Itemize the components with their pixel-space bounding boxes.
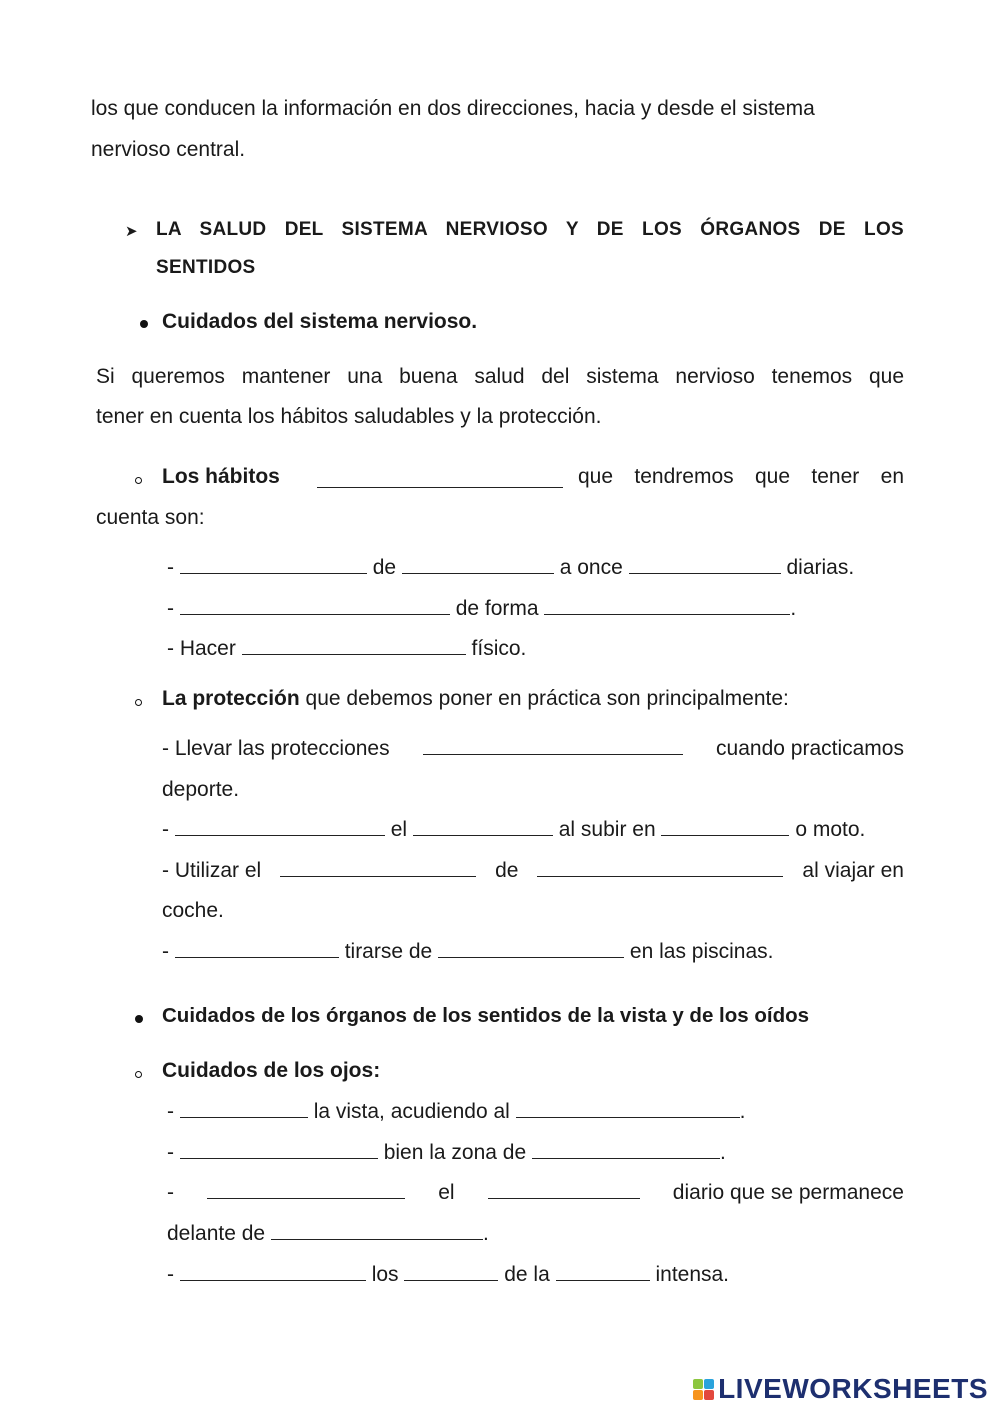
logo-square-v [693, 1390, 703, 1400]
eyes-item-3-cont [167, 1220, 489, 1248]
text: bien la zona de [383, 1141, 527, 1164]
text: el [438, 1181, 455, 1204]
text: al subir en [558, 818, 656, 841]
eyes-item-1 [167, 1098, 746, 1126]
text: la vista, acudiendo al [313, 1100, 510, 1123]
blank-field[interactable] [242, 636, 466, 655]
blank-field[interactable] [532, 1140, 720, 1159]
blank-field[interactable] [175, 817, 385, 836]
blank-field[interactable] [556, 1262, 650, 1281]
text: - Utilizar el [162, 859, 262, 882]
circle-bullet-icon [135, 699, 142, 706]
text: diarias. [786, 556, 855, 579]
eyes-label: Cuidados de los ojos: [162, 1059, 381, 1082]
text: . [739, 1100, 746, 1123]
blank-field[interactable] [280, 858, 476, 877]
text: de la [504, 1263, 550, 1286]
habits-cont: cuenta son: [96, 506, 205, 529]
text: de forma [455, 597, 539, 620]
section-title-line-1: LA SALUD DEL SISTEMA NERVIOSO Y DE LOS ÓRGANOS DE LOS [156, 219, 904, 240]
protection-item-3-cont: coche. [162, 899, 224, 922]
eyes-item-2 [167, 1139, 726, 1167]
dash: - [162, 818, 169, 841]
dash: - [167, 597, 174, 620]
text: o moto. [795, 818, 866, 841]
habits-item-1 [167, 554, 854, 582]
blank-field[interactable] [413, 817, 553, 836]
protection-item-4 [162, 938, 774, 966]
blank-field[interactable] [180, 1140, 378, 1159]
circle-bullet-icon [135, 1071, 142, 1078]
habits-blank[interactable] [317, 469, 563, 488]
nervous-care-heading: Cuidados del sistema nervioso. [162, 310, 478, 333]
text: al viajar en [802, 859, 904, 882]
logo-grid-icon [693, 1379, 714, 1400]
text: - Hacer [167, 637, 236, 660]
senses-care-heading: Cuidados de los órganos de los sentidos de la vista y de los oídos [162, 1004, 810, 1027]
habits-rest: que tendremos que tener en [578, 465, 904, 488]
eyes-item-3 [167, 1179, 904, 1207]
protection-item-1 [162, 735, 904, 763]
habits-item-3 [167, 635, 526, 663]
nervous-care-para-line-1: Si queremos mantener una buena salud del sistema nervioso tenemos que [96, 365, 904, 388]
blank-field[interactable] [271, 1221, 483, 1240]
bullet-icon [140, 320, 148, 328]
blank-field[interactable] [423, 736, 683, 755]
intro-line-2: nervioso central. [91, 138, 246, 161]
text: a once [559, 556, 623, 579]
dash: - [167, 1100, 174, 1123]
text: diario que se permanece [672, 1181, 904, 1204]
intro-line-1: los que conducen la información en dos direcciones, hacia y desde el sistema [91, 97, 815, 120]
text: de [495, 859, 519, 882]
text: cuando practicamos [716, 737, 904, 760]
protection-label: La protección [162, 687, 300, 710]
dash: - [162, 940, 169, 963]
text: . [482, 1222, 489, 1245]
blank-field[interactable] [488, 1180, 640, 1199]
blank-field[interactable] [661, 817, 789, 836]
dash: - [167, 556, 174, 579]
habits-item-2 [167, 595, 796, 623]
text: delante de [167, 1222, 266, 1245]
logo-text: LIVEWORKSHEETS [718, 1373, 988, 1404]
blank-field[interactable] [402, 555, 554, 574]
text: los [371, 1263, 399, 1286]
text: . [719, 1141, 726, 1164]
text: - Llevar las protecciones [162, 737, 390, 760]
dash: - [167, 1263, 174, 1286]
text: de [372, 556, 397, 579]
protection-item-3 [162, 857, 904, 885]
text: . [790, 597, 797, 620]
circle-bullet-icon [135, 477, 142, 484]
dash: - [167, 1141, 174, 1164]
text: en las piscinas. [629, 940, 774, 963]
text: intensa. [655, 1263, 730, 1286]
nervous-care-para-line-2: tener en cuenta los hábitos saludables y la protección. [96, 405, 602, 428]
blank-field[interactable] [175, 939, 339, 958]
blank-field[interactable] [516, 1099, 740, 1118]
text: tirarse de [344, 940, 433, 963]
dash: - [167, 1181, 174, 1204]
blank-field[interactable] [544, 596, 790, 615]
logo-square-e [704, 1390, 714, 1400]
logo-square-i [704, 1379, 714, 1389]
blank-field[interactable] [180, 1262, 366, 1281]
protection-item-1-cont: deporte. [162, 778, 240, 801]
text: físico. [471, 637, 527, 660]
bullet-icon [135, 1015, 143, 1023]
blank-field[interactable] [404, 1262, 498, 1281]
blank-field[interactable] [438, 939, 624, 958]
logo-square-l [693, 1379, 703, 1389]
text: el [390, 818, 408, 841]
blank-field[interactable] [180, 555, 367, 574]
habits-label: Los hábitos [162, 465, 280, 488]
blank-field[interactable] [180, 596, 450, 615]
blank-field[interactable] [629, 555, 781, 574]
section-title-line-2: SENTIDOS [156, 257, 256, 278]
blank-field[interactable] [180, 1099, 308, 1118]
arrow-bullet-icon: ➤ [125, 223, 138, 240]
liveworksheets-logo[interactable] [693, 1371, 988, 1407]
blank-field[interactable] [207, 1180, 405, 1199]
protection-intro [162, 685, 789, 713]
eyes-item-4 [167, 1261, 729, 1289]
blank-field[interactable] [537, 858, 783, 877]
protection-item-2 [162, 816, 865, 844]
protection-rest: que debemos poner en práctica son principalmente: [305, 687, 789, 710]
